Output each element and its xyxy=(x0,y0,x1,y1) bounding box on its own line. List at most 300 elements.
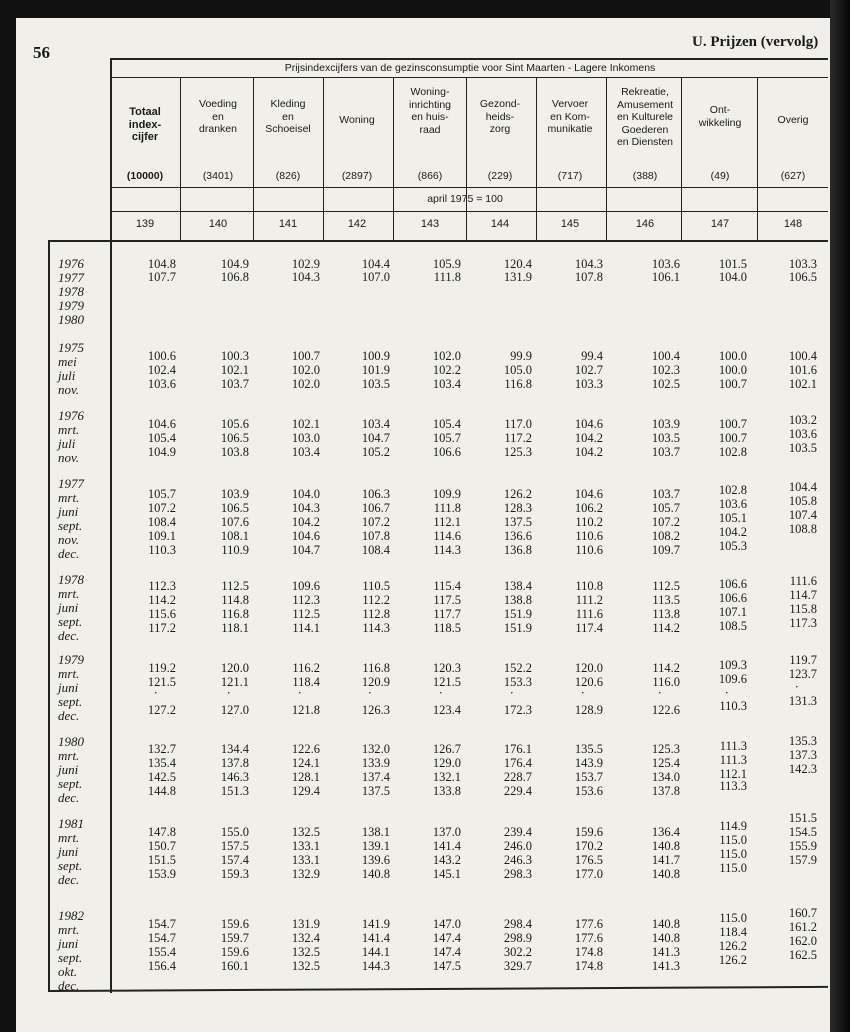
column-header-line: Schoeisel xyxy=(265,123,311,135)
colnum-bottom-rule xyxy=(48,240,828,242)
table-cell: 140.8 xyxy=(651,931,680,945)
table-cell: 110.9 xyxy=(221,543,249,557)
table-cell: 107.2 xyxy=(147,501,176,515)
row-label: mrt. xyxy=(58,586,80,601)
page-number: 56 xyxy=(33,43,50,62)
column-header-line: wikkeling xyxy=(698,116,742,129)
table-cell: 103.9 xyxy=(651,417,680,431)
table-cell: 160.1 xyxy=(220,959,249,973)
column-header-line: cijfer xyxy=(131,131,159,143)
column-weight: (717) xyxy=(557,170,583,182)
table-cell: 176.1 xyxy=(503,742,532,756)
table-cell: 172.3 xyxy=(503,703,532,717)
table-cell: 102.5 xyxy=(651,377,680,391)
column-header-line: zorg xyxy=(489,123,511,135)
table-cell: 147.0 xyxy=(432,917,461,931)
table-top-rule xyxy=(110,58,828,60)
column-number: 139 xyxy=(135,218,155,230)
table-cell: 105.7 xyxy=(651,501,680,515)
table-cell: 127.2 xyxy=(147,703,176,717)
table-cell: 100.4 xyxy=(788,349,817,363)
table-cell: 109.6 xyxy=(718,672,747,686)
table-cell: 103.3 xyxy=(788,257,817,271)
row-label: mei xyxy=(58,354,77,369)
table-cell: 114.1 xyxy=(292,621,320,635)
table-cell: 116.8 xyxy=(221,607,249,621)
table-cell: 133.8 xyxy=(432,784,461,798)
table-cell: 112.2 xyxy=(362,593,390,607)
table-cell: 110.6 xyxy=(575,529,603,543)
column-header-line: en xyxy=(282,110,294,123)
table-cell: 174.8 xyxy=(574,945,603,959)
row-label: nov. xyxy=(58,450,80,465)
table-cell: 118.4 xyxy=(719,925,747,939)
table-cell: 147.8 xyxy=(147,825,176,839)
base-rule xyxy=(110,211,828,212)
table-cell: 140.8 xyxy=(651,839,680,853)
table-cell: 145.1 xyxy=(432,867,461,881)
table-cell: 109.1 xyxy=(147,529,176,543)
table-cell: 104.9 xyxy=(220,257,249,271)
table-cell: 104.3 xyxy=(291,501,320,515)
table-cell: 106.8 xyxy=(220,270,249,284)
table-cell: 160.7 xyxy=(788,906,817,920)
table-cell: 115.8 xyxy=(789,602,817,616)
table-cell: 107.2 xyxy=(651,515,680,529)
title-rule xyxy=(110,77,828,78)
table-cell: 104.2 xyxy=(291,515,320,529)
table-cell: 102.3 xyxy=(651,363,680,377)
table-cell: 140.8 xyxy=(361,867,390,881)
row-label: dec. xyxy=(58,546,80,561)
table-cell: 104.2 xyxy=(574,431,603,445)
table-cell: 116.8 xyxy=(362,661,390,675)
column-header-line: en xyxy=(212,110,224,123)
row-label: 1976 xyxy=(58,256,84,271)
row-label: mrt. xyxy=(58,422,80,437)
table-cell: 109.3 xyxy=(718,658,747,672)
table-cell: 113.5 xyxy=(652,593,680,607)
column-number: 145 xyxy=(560,218,580,230)
table-cell: 131.9 xyxy=(503,270,532,284)
table-cell: 104.0 xyxy=(291,487,320,501)
row-label: 1977 xyxy=(58,270,84,285)
table-cell: 120.9 xyxy=(361,675,390,689)
table-cell: 136.6 xyxy=(503,529,532,543)
table-cell: 154.5 xyxy=(788,825,817,839)
column-header-line: dranken xyxy=(199,123,237,135)
table-cell: 110.2 xyxy=(575,515,603,529)
row-label: 1982 xyxy=(58,908,84,923)
table-cell: 105.1 xyxy=(718,511,747,525)
table-cell: 103.7 xyxy=(651,445,680,459)
table-cell: 113.8 xyxy=(652,607,680,621)
table-cell: 114.9 xyxy=(719,819,747,833)
book-binding-edge xyxy=(830,0,850,1032)
table-cell: 154.7 xyxy=(147,931,176,945)
table-cell: 329.7 xyxy=(503,959,532,973)
table-cell: 103.6 xyxy=(147,377,176,391)
table-cell: 228.7 xyxy=(503,770,532,784)
row-label: sept. xyxy=(58,694,83,709)
table-cell: 132.9 xyxy=(291,867,320,881)
table-cell: 100.9 xyxy=(361,349,390,363)
missing-value-dot: · xyxy=(580,685,585,700)
table-cell: 126.2 xyxy=(718,939,747,953)
table-cell: 115.0 xyxy=(719,911,747,925)
table-cell: 100.0 xyxy=(718,349,747,363)
table-cell: 114.7 xyxy=(789,588,817,602)
table-cell: 137.8 xyxy=(651,784,680,798)
table-cell: 141.7 xyxy=(651,853,680,867)
table-cell: 104.7 xyxy=(361,431,390,445)
row-label: sept. xyxy=(58,950,83,965)
table-cell: 114.3 xyxy=(433,543,461,557)
table-cell: 114.8 xyxy=(221,593,249,607)
table-cell: 108.4 xyxy=(361,543,390,557)
table-cell: 103.4 xyxy=(361,417,390,431)
table-cell: 102.8 xyxy=(718,483,747,497)
table-cell: 162.5 xyxy=(788,948,817,962)
table-cell: 104.6 xyxy=(291,529,320,543)
column-header xyxy=(320,114,394,127)
table-cell: 102.7 xyxy=(574,363,603,377)
table-cell: 112.3 xyxy=(292,593,320,607)
table-cell: 137.4 xyxy=(361,770,390,784)
table-cell: 128.1 xyxy=(291,770,320,784)
table-cell: 141.4 xyxy=(361,931,390,945)
column-number: 147 xyxy=(710,218,730,230)
table-cell: 126.2 xyxy=(503,487,532,501)
table-cell: 104.2 xyxy=(574,445,603,459)
column-header-line: Rekreatie, xyxy=(621,86,669,98)
table-cell: 104.6 xyxy=(574,487,603,501)
table-cell: 138.4 xyxy=(503,579,532,593)
table-cell: 104.2 xyxy=(718,525,747,539)
table-cell: 133.9 xyxy=(361,756,390,770)
table-cell: 123.4 xyxy=(432,703,461,717)
table-title: Prijsindexcijfers van de gezinsconsumptie voor Sint Maarten - Lagere Inkomens xyxy=(284,62,656,74)
table-cell: 106.5 xyxy=(220,431,249,445)
row-label: dec. xyxy=(58,790,80,805)
table-cell: 154.7 xyxy=(147,917,176,931)
column-header-line: Ont- xyxy=(709,104,731,116)
table-cell: 110.3 xyxy=(148,543,176,557)
table-cell: 106.2 xyxy=(574,501,603,515)
table-cell: 142.5 xyxy=(147,770,176,784)
table-cell: 112.5 xyxy=(292,607,320,621)
column-number: 142 xyxy=(347,218,367,230)
table-cell: 107.4 xyxy=(788,508,817,522)
table-cell: 113.3 xyxy=(719,779,747,793)
table-cell: 112.3 xyxy=(148,579,176,593)
table-cell: 112.8 xyxy=(362,607,390,621)
row-label: okt. xyxy=(58,964,78,979)
table-cell: 134.0 xyxy=(651,770,680,784)
table-cell: 132.0 xyxy=(361,742,390,756)
table-cell: 153.7 xyxy=(574,770,603,784)
table-cell: 104.0 xyxy=(718,270,747,284)
table-cell: 176.4 xyxy=(503,756,532,770)
table-cell: 131.3 xyxy=(788,694,817,708)
table-cell: 177.6 xyxy=(574,931,603,945)
column-header xyxy=(181,98,255,136)
table-cell: 118.4 xyxy=(292,675,320,689)
table-cell: 128.9 xyxy=(574,703,603,717)
table-cell: 105.4 xyxy=(147,431,176,445)
table-cell: 102.9 xyxy=(291,257,320,271)
table-cell: 135.4 xyxy=(147,756,176,770)
table-cell: 104.6 xyxy=(147,417,176,431)
table-cell: 126.2 xyxy=(718,953,747,967)
table-cell: 117.7 xyxy=(433,607,461,621)
table-cell: 115.6 xyxy=(148,607,176,621)
row-label: sept. xyxy=(58,518,83,533)
table-cell: 101.9 xyxy=(361,363,390,377)
table-cell: 117.2 xyxy=(504,431,532,445)
table-cell: 124.1 xyxy=(291,756,320,770)
table-cell: 129.4 xyxy=(291,784,320,798)
row-label: 1978 xyxy=(58,284,84,299)
table-cell: 126.3 xyxy=(361,703,390,717)
table-cell: 119.2 xyxy=(148,661,176,675)
row-label: juni xyxy=(58,762,79,777)
table-cell: 111.6 xyxy=(789,574,817,588)
table-cell: 114.6 xyxy=(433,529,461,543)
table-cell: 151.5 xyxy=(788,811,817,825)
table-cell: 103.6 xyxy=(788,427,817,441)
table-cell: 105.2 xyxy=(361,445,390,459)
table-cell: 107.7 xyxy=(147,270,176,284)
missing-value-dot: · xyxy=(297,685,302,700)
table-cell: 229.4 xyxy=(503,784,532,798)
table-cell: 151.9 xyxy=(503,607,532,621)
table-cell: 103.6 xyxy=(718,497,747,511)
table-cell: 132.4 xyxy=(291,931,320,945)
table-cell: 104.8 xyxy=(147,257,176,271)
table-cell: 141.3 xyxy=(651,945,680,959)
table-cell: 157.4 xyxy=(220,853,249,867)
column-number: 146 xyxy=(635,218,655,230)
table-cell: 100.0 xyxy=(718,363,747,377)
table-cell: 125.4 xyxy=(651,756,680,770)
table-cell: 105.9 xyxy=(432,257,461,271)
column-weight: (229) xyxy=(487,170,513,182)
table-cell: 104.3 xyxy=(291,270,320,284)
table-cell: 102.1 xyxy=(220,363,249,377)
base-period: april 1975 = 100 xyxy=(427,193,503,205)
table-cell: 129.0 xyxy=(432,756,461,770)
table-cell: 155.9 xyxy=(788,839,817,853)
table-cell: 114.2 xyxy=(652,621,680,635)
column-header-line: Vervoer xyxy=(551,98,589,110)
table-cell: 112.5 xyxy=(652,579,680,593)
table-cell: 162.0 xyxy=(788,934,817,948)
table-cell: 103.9 xyxy=(220,487,249,501)
table-cell: 102.4 xyxy=(147,363,176,377)
table-cell: 136.8 xyxy=(503,543,532,557)
table-cell: 117.2 xyxy=(148,621,176,635)
table-cell: 159.6 xyxy=(220,917,249,931)
table-cell: 111.3 xyxy=(719,739,747,753)
table-cell: 106.7 xyxy=(361,501,390,515)
table-cell: 105.0 xyxy=(503,363,532,377)
table-cell: 103.5 xyxy=(788,441,817,455)
table-cell: 138.8 xyxy=(503,593,532,607)
table-cell: 132.5 xyxy=(291,945,320,959)
table-cell: 123.7 xyxy=(788,667,817,681)
table-cell: 105.8 xyxy=(788,494,817,508)
column-header-line: Gezond- xyxy=(479,98,521,110)
table-cell: 153.6 xyxy=(574,784,603,798)
row-label: mrt. xyxy=(58,748,80,763)
table-cell: 112.1 xyxy=(719,767,747,781)
row-label: 1979 xyxy=(58,652,84,667)
table-cell: 120.6 xyxy=(574,675,603,689)
table-cell: 155.0 xyxy=(220,825,249,839)
table-cell: 121.8 xyxy=(291,703,320,717)
table-cell: 105.7 xyxy=(147,487,176,501)
table-cell: 108.4 xyxy=(147,515,176,529)
table-cell: 107.1 xyxy=(718,605,747,619)
table-cell: 133.1 xyxy=(291,839,320,853)
table-cell: 137.8 xyxy=(220,756,249,770)
table-cell: 103.7 xyxy=(651,487,680,501)
table-cell: 137.5 xyxy=(361,784,390,798)
table-cell: 115.0 xyxy=(719,847,747,861)
missing-value-dot: · xyxy=(438,685,443,700)
row-label: dec. xyxy=(58,978,80,993)
table-cell: 141.9 xyxy=(361,917,390,931)
table-cell: 108.5 xyxy=(718,619,747,633)
column-header-line: en Diensten xyxy=(616,136,674,148)
table-cell: 298.3 xyxy=(503,867,532,881)
table-cell: 152.2 xyxy=(503,661,532,675)
table-cell: 100.6 xyxy=(147,349,176,363)
column-rule xyxy=(757,78,758,241)
column-header-line: Voeding xyxy=(199,98,237,110)
row-label: dec. xyxy=(58,708,80,723)
row-label: dec. xyxy=(58,628,80,643)
missing-value-dot: · xyxy=(226,685,231,700)
column-weight: (3401) xyxy=(202,170,234,182)
row-label: sept. xyxy=(58,858,83,873)
missing-value-dot: · xyxy=(509,685,514,700)
table-cell: 109.7 xyxy=(651,543,680,557)
table-cell: 302.2 xyxy=(503,945,532,959)
table-cell: 122.6 xyxy=(291,742,320,756)
table-cell: 106.6 xyxy=(718,591,747,605)
table-cell: 118.1 xyxy=(221,621,249,635)
row-label: mrt. xyxy=(58,490,80,505)
row-label: juni xyxy=(58,504,79,519)
table-cell: 104.3 xyxy=(574,257,603,271)
table-cell: 239.4 xyxy=(503,825,532,839)
table-cell: 121.5 xyxy=(147,675,176,689)
table-cell: 102.8 xyxy=(718,445,747,459)
table-cell: 115.4 xyxy=(433,579,461,593)
table-cell: 140.8 xyxy=(651,867,680,881)
table-cell: 100.4 xyxy=(651,349,680,363)
missing-value-dot: · xyxy=(724,685,729,700)
missing-value-dot: · xyxy=(657,685,662,700)
table-cell: 103.5 xyxy=(361,377,390,391)
table-cell: 128.3 xyxy=(503,501,532,515)
table-cell: 115.0 xyxy=(719,861,747,875)
table-cell: 120.3 xyxy=(432,661,461,675)
row-label: mrt. xyxy=(58,666,80,681)
row-label: juli xyxy=(58,368,76,383)
table-cell: 107.2 xyxy=(361,515,390,529)
table-cell: 108.8 xyxy=(788,522,817,536)
table-cell: 115.0 xyxy=(719,833,747,847)
table-cell: 114.2 xyxy=(148,593,176,607)
row-label: 1977 xyxy=(58,476,84,491)
table-cell: 104.4 xyxy=(788,480,817,494)
table-cell: 107.0 xyxy=(361,270,390,284)
table-cell: 176.5 xyxy=(574,853,603,867)
table-cell: 106.6 xyxy=(432,445,461,459)
table-cell: 143.9 xyxy=(574,756,603,770)
column-number: 143 xyxy=(420,218,440,230)
table-cell: 147.5 xyxy=(432,959,461,973)
table-cell: 103.2 xyxy=(788,413,817,427)
table-cell: 116.0 xyxy=(652,675,680,689)
table-cell: 111.8 xyxy=(433,501,461,515)
table-cell: 117.4 xyxy=(575,621,603,635)
table-cell: 103.7 xyxy=(220,377,249,391)
column-header xyxy=(463,98,537,136)
column-header-line: Overig xyxy=(777,114,809,126)
table-cell: 120.0 xyxy=(220,661,249,675)
column-header-line: index- xyxy=(128,118,162,131)
column-weight: (2897) xyxy=(341,170,373,182)
table-cell: 111.8 xyxy=(433,270,461,284)
table-cell: 102.0 xyxy=(291,363,320,377)
column-header xyxy=(683,104,757,129)
row-label: 1975 xyxy=(58,340,84,355)
column-weight: (627) xyxy=(780,170,806,182)
column-header xyxy=(756,114,830,127)
table-cell: 110.5 xyxy=(362,579,390,593)
table-cell: 159.6 xyxy=(574,825,603,839)
table-cell: 144.8 xyxy=(147,784,176,798)
column-header-line: munikatie xyxy=(547,123,593,135)
table-cell: 127.0 xyxy=(220,703,249,717)
row-label: 1980 xyxy=(58,312,84,327)
table-cell: 112.1 xyxy=(433,515,461,529)
column-number: 144 xyxy=(490,218,510,230)
row-label: juni xyxy=(58,680,79,695)
table-cell: 137.3 xyxy=(788,748,817,762)
table-cell: 177.0 xyxy=(574,867,603,881)
table-cell: 119.7 xyxy=(789,653,817,667)
table-cell: 102.0 xyxy=(432,349,461,363)
table-cell: 109.9 xyxy=(432,487,461,501)
table-cell: 103.3 xyxy=(574,377,603,391)
column-number: 148 xyxy=(783,218,803,230)
table-cell: 135.5 xyxy=(574,742,603,756)
column-weight: (49) xyxy=(710,170,730,182)
table-cell: 246.0 xyxy=(503,839,532,853)
table-cell: 103.5 xyxy=(651,431,680,445)
table-cell: 138.1 xyxy=(361,825,390,839)
table-cell: 110.3 xyxy=(719,699,747,713)
row-label: 1976 xyxy=(58,408,84,423)
column-header-line: Kleding xyxy=(270,98,306,110)
table-cell: 106.3 xyxy=(361,487,390,501)
table-cell: 104.9 xyxy=(147,445,176,459)
